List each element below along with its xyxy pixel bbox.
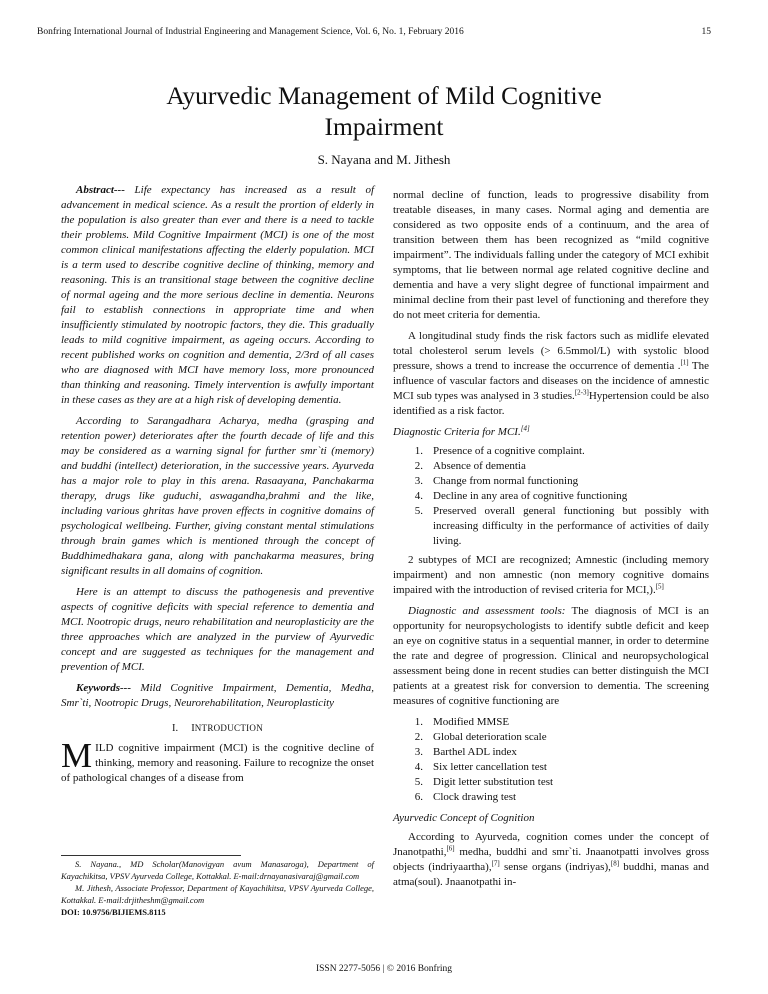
paper-title [60, 80, 708, 142]
list-item: 5. Digit letter substitution test [414, 776, 554, 788]
abstract-label: Abstract--- [76, 184, 125, 196]
list-item: 5. Preserved overall general functioning but possibly with increasing difficulty in the performance of activities of daily living. [414, 505, 709, 547]
list-item: 3. Barthel ADL index [414, 746, 517, 758]
paragraph-continuation: normal decline of function, leads to progressive disability from treatable diseases, in many cases. Normal aging and dementia are considered as two opposite ends of a continuum, and the area of transition between them has been recognized as “mild cognitive impairment”. The individuals falling under the category of MCI exhibit symptoms, that lie between normal age related cognitive decline and dementia and have a very slight degree of functional impairment and minimal decline from their past level of functioning and therefore they do not meet criteria for dementia. [393, 189, 709, 321]
paragraph-ayurvedic-concept: According to Ayurveda, cognition comes under the concept of Jnanotpathi,[6] medha, buddhi and smr`ti. Jnaanotpatti involves gross objects (indriyaartha),[7] sense organs (indriyas),[8] buddhi, manas and atma(soul). Jnaanotpathi in- [393, 831, 709, 888]
tools-label: Diagnostic and assessment tools: [408, 605, 566, 617]
list-item: 1. Presence of a cognitive complaint. [414, 445, 585, 457]
journal-name: Bonfring International Journal of Industrial Engineering and Management Science, Vol. 6, No. 1, February 2016 [37, 27, 464, 37]
drop-cap: M [61, 736, 93, 775]
title-line-2: Impairment [324, 112, 444, 141]
right-column [393, 188, 709, 896]
measures-list [393, 715, 709, 805]
citation: [5] [655, 582, 664, 591]
title-line-1: Ayurvedic Management of Mild Cognitive [166, 81, 602, 110]
list-item: 2. Absence of dementia [414, 460, 526, 472]
running-header [37, 27, 711, 37]
intro-paragraph: MILD cognitive impairment (MCI) is the cognitive decline of thinking, memory and reasoning. Failure to recognize the onset of pathological changes of a disease from [61, 736, 374, 784]
list-item: 4. Decline in any area of cognitive functioning [414, 490, 628, 502]
paragraph-subtypes: 2 subtypes of MCI are recognized; Amnestic (including memory impairment) and non amnestic (non memory cognitive domains impaired with the introduction of revised criteria for MCI,).[5] [393, 554, 709, 596]
footnotes [61, 858, 374, 918]
keywords [61, 681, 374, 711]
footnote-rule [61, 855, 241, 856]
keywords-text: Mild Cognitive Impairment, Dementia, Medha, Smr`ti, Nootropic Drugs, Neurorehabilitation, Neuroplasticity [61, 682, 374, 709]
citation: [4] [520, 424, 530, 433]
list-item: 3. Change from normal functioning [414, 475, 579, 487]
diagnostic-criteria-heading: Diagnostic Criteria for MCI.[4] [393, 424, 530, 438]
left-column [61, 183, 374, 786]
paragraph-assessment-tools: Diagnostic and assessment tools: The diagnosis of MCI is an opportunity for neuropsychologists to identify subtle deficit and keep an eye on cognitive status in a sequential manner, in order to determine the rate and degree of progression. Clinical and neuropsychological assessment being done in recent studies can better distinguish the MCI patients at a greatest risk for conversion to dementia. The screening measures of cognitive functioning are [393, 605, 709, 707]
footnote-author-2: M. Jithesh, Associate Professor, Department of Kayachikitsa, VPSV Ayurveda College, Kottakkal. E-mail:drjitheshm@gmail.com [61, 883, 374, 905]
abstract-text: Life expectancy has increased as a result of advancement in medical science. As a result the prortion of elderly in the population is also greater than ever and there is a need to tackle their problems. Mild Cognitive Impairment (MCI) is one of the most common clinical manifestations affecting the elderly population. MCI is a term used to describe cognitive decline of thinking, memory and reasoning. This is an transitional stage between the cognitive decline of normal ageing and the more serious decline in dementia. Neurons fail to establish connections in appropriate time and when insufficiently stimulated by nootropic factors, they die. This gradually leads to mild cognitive impairment, as ageing occurs. According to recent published works on cognition and dementia, 2/3rd of all cases who are diagnosed with MCI have memory loss, more pronounced than thinking and reasoning. Timely intervention is awfully important in these cases as they are at a high risk of developing dementia. [61, 184, 375, 406]
paragraph-risk-factors: A longitudinal study finds the risk factors such as midlife elevated total cholesterol serum levels (> 6.5mmol/L) with systolic blood pressure, shows a trend to increase the occurrence of dementia .[1] The influence of vascular factors and diseases on the incidence of amnestic MCI sub types was analysed in 3 studies.[2-3]Hypertension could be also identified as a risk factor. [393, 330, 710, 417]
page-number: 15 [701, 27, 711, 37]
list-item: 4. Six letter cancellation test [414, 761, 547, 773]
citation: [2-3] [574, 388, 589, 397]
abstract [61, 183, 374, 408]
doi: DOI: 10.9756/BIJIEMS.8115 [61, 907, 166, 917]
criteria-list [393, 444, 709, 549]
keywords-label: Keywords--- [76, 682, 131, 694]
abstract-paragraph-3: Here is an attempt to discuss the pathogenesis and preventive aspects of cognitive deficits with special reference to dementia and MCI. Nootropic drugs, neuro rehabilitation and neuroplasticity are the three approaches which are analyzed in the purview of Ayurvedic concept and are suggested as techniques for the management and prevention of MCI. [61, 586, 374, 673]
page-footer: ISSN 2277-5056 | © 2016 Bonfring [315, 964, 453, 974]
list-item: 1. Modified MMSE [414, 716, 510, 728]
abstract-paragraph-2: According to Sarangadhara Acharya, medha (grasping and retention power) deteriorates after the fourth decade of life and this may be considered as a warning signal for further smr`ti (memory) and buddhi (intellect) deterioration, in the successive years. Ayurveda has a major role to play in this arena. Rasaayana, Panchakarma therapy, drugs like guduchi, aswagandha,brahmi and the like, including various ghritas have proven effects in cognitive domains of psychological wellbeing. Further, giving constant mental stimulations through brain games which is mentioned through the concept of Buddhimedhakara gana, along with panchakarma measures, bring significant results in all domains of cognition. [61, 415, 374, 577]
section-heading-introduction: I. INTRODUCTION [171, 723, 264, 734]
citation: [7] [491, 859, 500, 868]
ayurvedic-concept-heading: Ayurvedic Concept of Cognition [393, 812, 535, 824]
citation: [1] [680, 358, 689, 367]
authors: S. Nayana and M. Jithesh [317, 152, 451, 167]
footnote-author-1: S. Nayana., MD Scholar(Manovigyan avum Manasaroga), Department of Kayachikitsa, VPSV Ayurveda College, Kottakkal. E-mail:drnayanasivaraj@gmail.com [61, 859, 374, 881]
citation: [8] [610, 859, 620, 868]
list-item: 2. Global deterioration scale [414, 731, 547, 743]
citation: [6] [446, 844, 455, 853]
list-item: 6. Clock drawing test [414, 791, 517, 803]
